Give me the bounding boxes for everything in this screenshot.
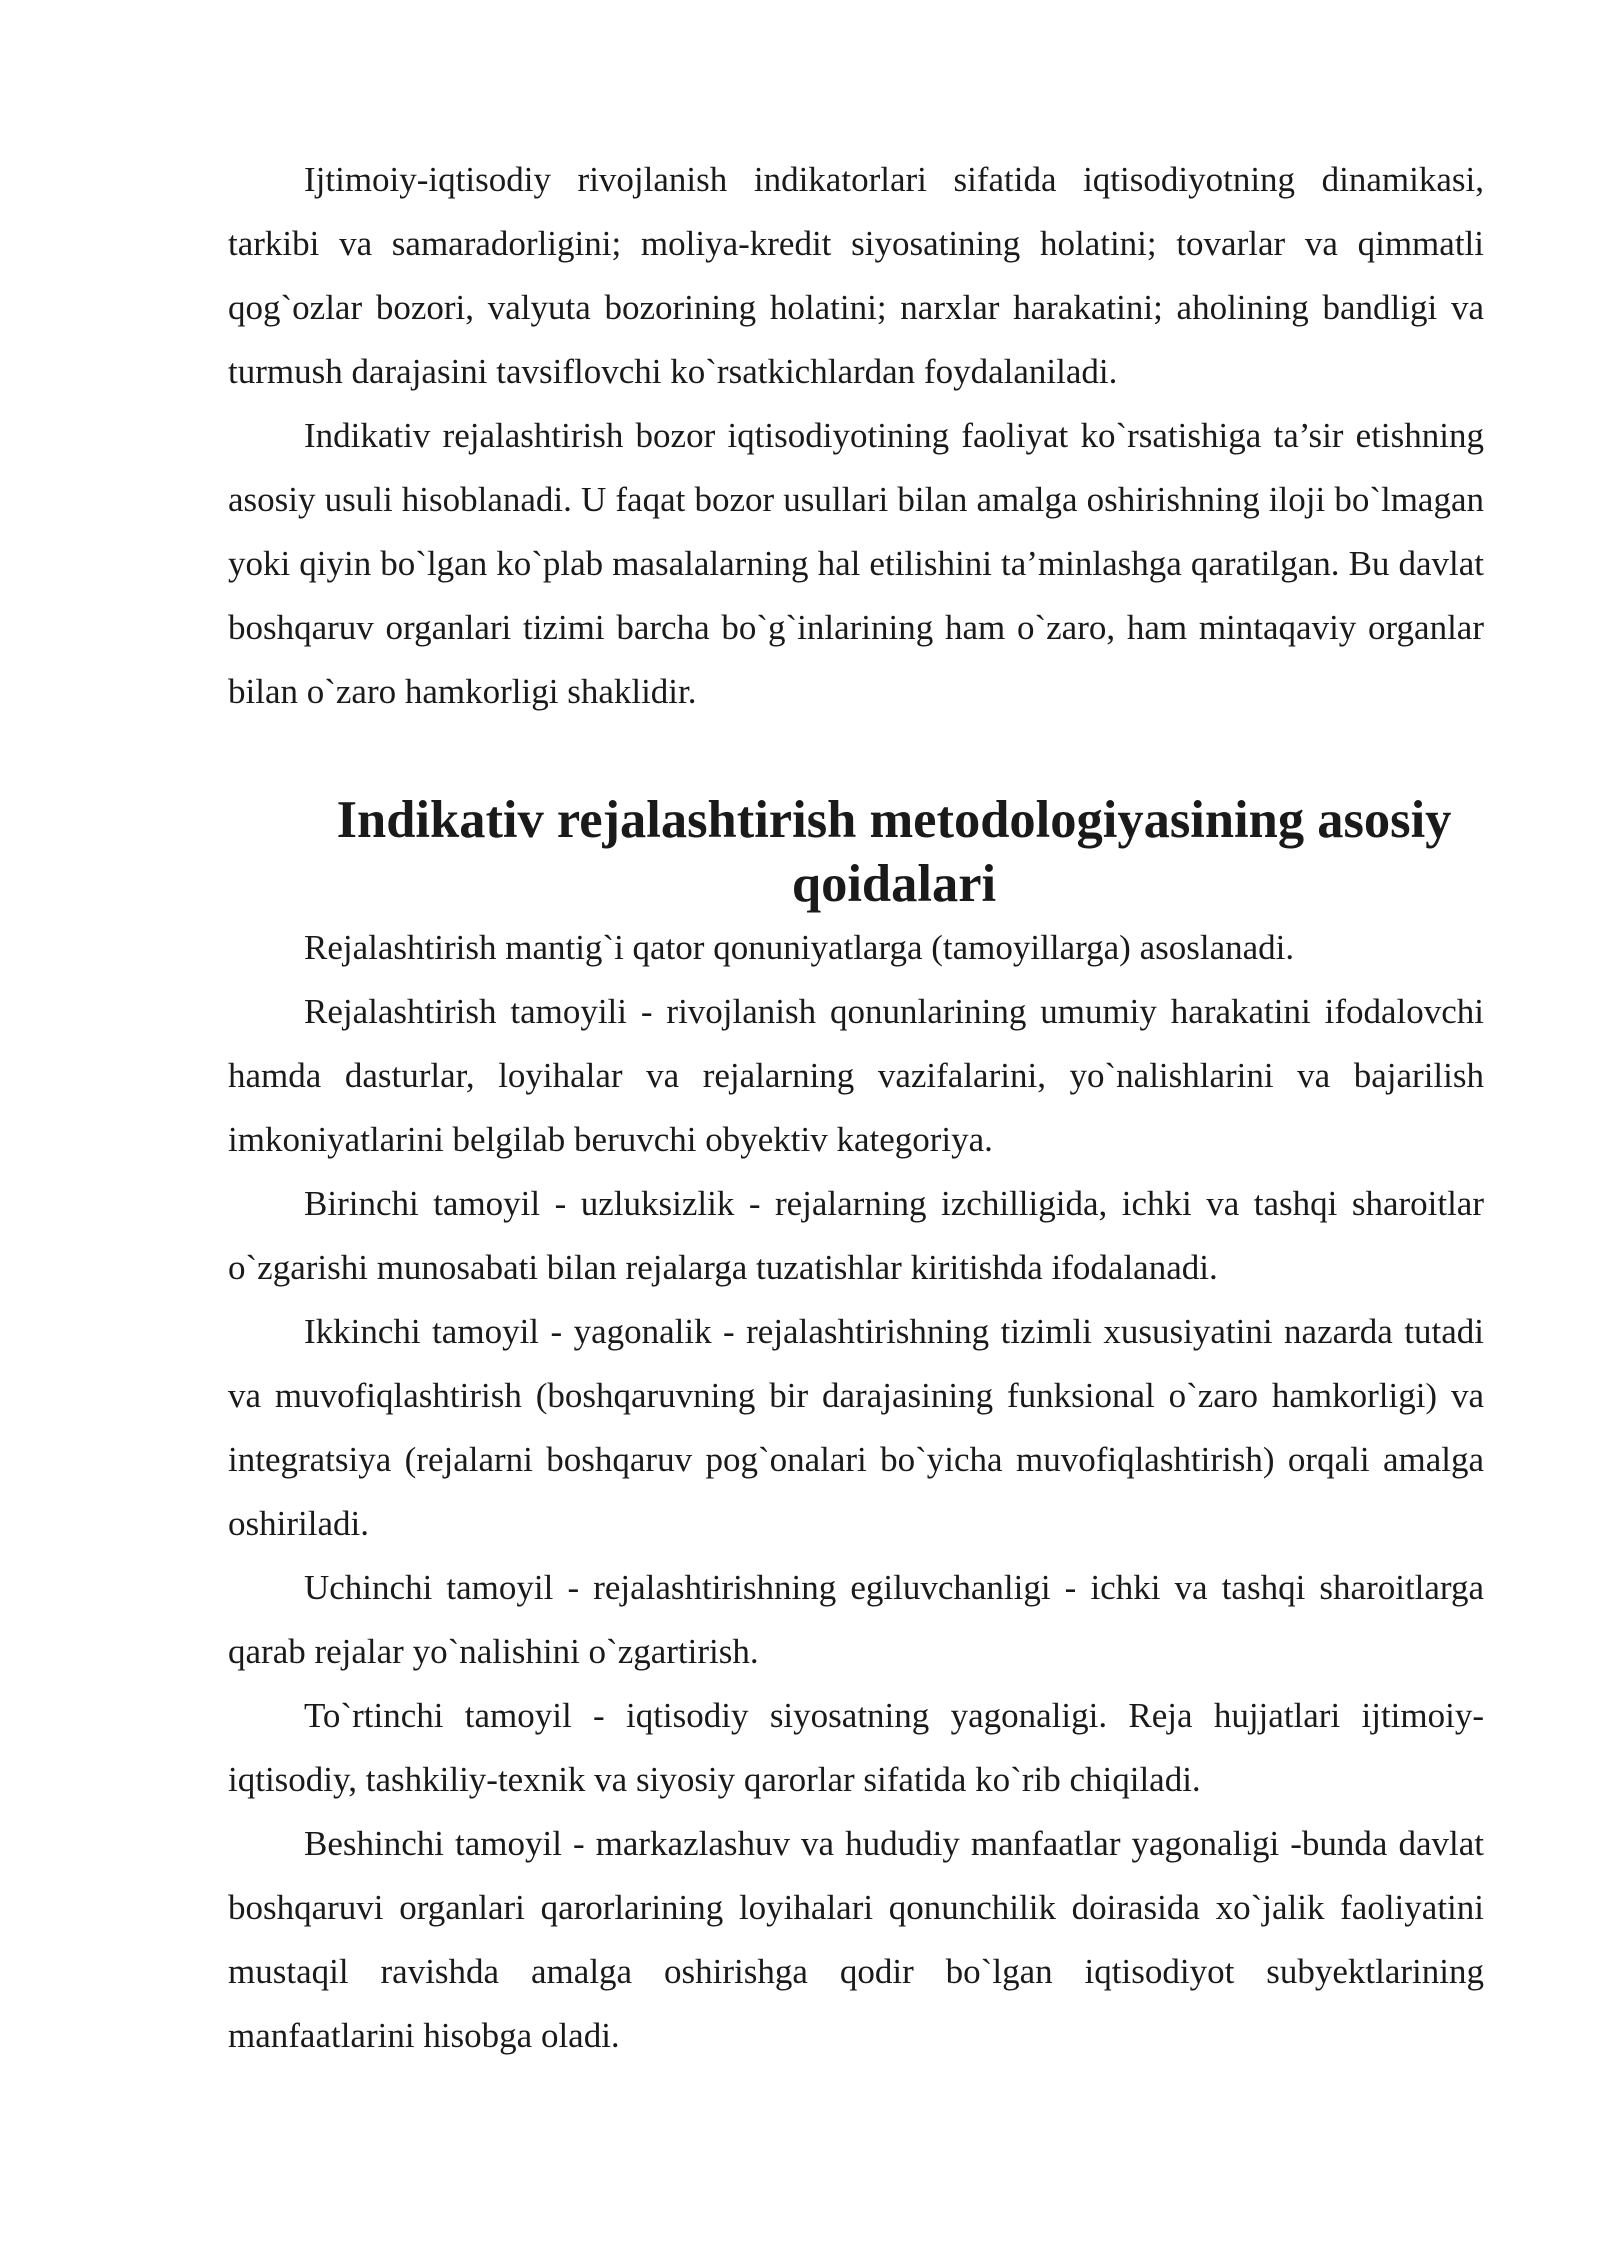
paragraph-fourth-principle: To`rtinchi tamoyil - iqtisodiy siyosatning yagonaligi. Reja hujjatlari ijtimoiy-iqtisodiy, tashkiliy-texnik va siyosiy qarorlar sifatida ko`rib chiqiladi. <box>228 1696 1484 1799</box>
paragraph-third-principle: Uchinchi tamoyil - rejalashtirishning egiluvchanligi - ichki va tashqi sharoitlarga qarab rejalar yo`nalishini o`zgartirish. <box>228 1568 1484 1671</box>
paragraph-fifth-principle: Beshinchi tamoyil - markazlashuv va hududiy manfaatlar yagonaligi -bunda davlat boshqaruvi organlari qarorlarining loyihalari qonunchilik doirasida xo`jalik faoliyatini mustaqil ravishda amalga oshirishga qodir bo`lgan iqtisodiyot subyektlarining manfaatlarini hisobga oladi. <box>228 1824 1484 2055</box>
paragraph-second-principle: Ikkinchi tamoyil - yagonalik - rejalashtirishning tizimli xususiyatini nazarda tutadi va muvofiqlashtirish (boshqaruvning bir darajasining funksional o`zaro hamkorligi) va integratsiya (rejalarni boshqaruv pog`onalari bo`yicha muvofiqlashtirish) orqali amalga oshiriladi. <box>228 1312 1484 1543</box>
paragraph-planning-principle: Rejalashtirish tamoyili - rivojlanish qonunlarining umumiy harakatini ifodalovchi hamda dasturlar, loyihalar va rejalarning vazifalarini, yo`nalishlarini va bajarilish imkoniyatlarini belgilab beruvchi obyektiv kategoriya. <box>228 992 1484 1159</box>
paragraph-first-principle: Birinchi tamoyil - uzluksizlik - rejalarning izchilligida, ichki va tashqi sharoitlar o`zgarishi munosabati bilan rejalarga tuzatishlar kiritishda ifodalanadi. <box>228 1184 1484 1287</box>
document-page <box>228 148 1484 2068</box>
section-heading: Indikativ rejalashtirish metodologiyasining asosiy qoidalari <box>336 791 1452 913</box>
paragraph-indicators: Ijtimoiy-iqtisodiy rivojlanish indikatorlari sifatida iqtisodiyotning dinamikasi, tarkibi va samaradorligini; moliya-kredit siyosatining holatini; tovarlar va qimmatli qog`ozlar bozori, valyuta bozorining holatini; narxlar harakatini; aholining bandligi va turmush darajasini tavsiflovchi ko`rsatkichlardan foydalaniladi. <box>228 160 1484 391</box>
paragraph-planning-logic: Rejalashtirish mantig`i qator qonuniyatlarga (tamoyillarga) asoslanadi. <box>304 928 1295 967</box>
paragraph-indicative-planning: Indikativ rejalashtirish bozor iqtisodiyotining faoliyat ko`rsatishiga ta’sir etishning asosiy usuli hisoblanadi. U faqat bozor usullari bilan amalga oshirishning iloji bo`lmagan yoki qiyin bo`lgan ko`plab masalalarning hal etilishini ta’minlashga qaratilgan. Bu davlat boshqaruv organlari tizimi barcha bo`g`inlarining ham o`zaro, ham mintaqaviy organlar bilan o`zaro hamkorligi shaklidir. <box>228 416 1484 711</box>
